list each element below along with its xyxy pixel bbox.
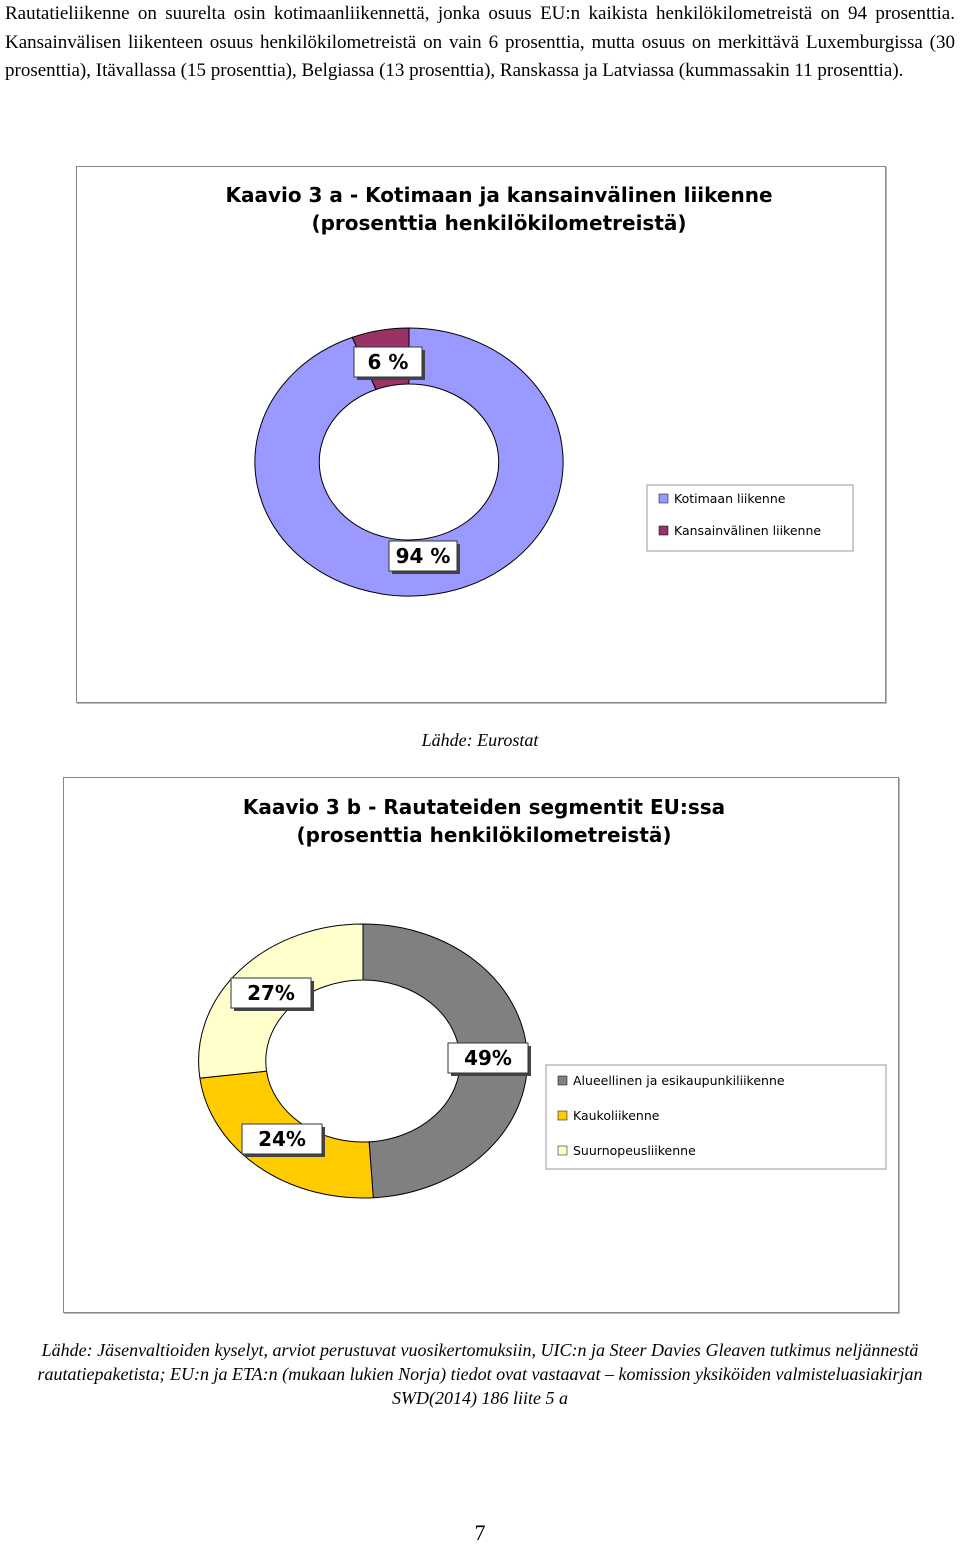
svg-text:6 %: 6 % bbox=[367, 350, 409, 374]
chart-b-legend-label-kaukoliikenne: Kaukoliikenne bbox=[573, 1108, 660, 1123]
chart-a-legend-swatch-kansainvalinen-liikenne bbox=[659, 526, 668, 535]
svg-text:94 %: 94 % bbox=[395, 544, 451, 568]
chart-b bbox=[64, 778, 898, 1312]
svg-text:49%: 49% bbox=[464, 1046, 512, 1070]
chart-b-legend-swatch-alueellinen-ja-esikaupunkiliikenne bbox=[558, 1076, 567, 1085]
source-b: Lähde: Jäsenvaltioiden kyselyt, arviot perustuvat vuosikertomuksiin, UIC:n ja Steer Davies Gleaven tutkimus neljännestä rautatiepaketista; EU:n ja ETA:n (mukaan lukien Norja) tiedot ovat vastaavat – komission yksiköiden valmisteluasiakirjan SWD(2014) 186 liite 5 a bbox=[37, 1340, 923, 1408]
chart-b-legend-swatch-suurnopeusliikenne bbox=[558, 1146, 567, 1155]
source-a: Lähde: Eurostat bbox=[421, 730, 539, 750]
chart-b-data-label-suurnopeusliikenne bbox=[231, 978, 314, 1011]
chart-a-title-line2: (prosenttia henkilökilometreistä) bbox=[311, 211, 687, 235]
chart-a-legend-label-kansainvalinen-liikenne: Kansainvälinen liikenne bbox=[674, 523, 822, 538]
chart-b-legend-label-suurnopeusliikenne: Suurnopeusliikenne bbox=[573, 1143, 696, 1158]
chart-a-legend-swatch-kotimaan-liikenne bbox=[659, 494, 668, 503]
svg-text:27%: 27% bbox=[247, 981, 295, 1005]
chart-a-legend-label-kotimaan-liikenne: Kotimaan liikenne bbox=[674, 491, 786, 506]
chart-a-frame bbox=[76, 166, 886, 703]
chart-b-legend-swatch-kaukoliikenne bbox=[558, 1111, 567, 1120]
chart-a-title-line1: Kaavio 3 a - Kotimaan ja kansainvälinen liikenne bbox=[225, 183, 773, 207]
page-number: 7 bbox=[474, 1520, 486, 1545]
chart-a bbox=[77, 167, 885, 702]
chart-b-frame bbox=[63, 777, 899, 1313]
chart-b-legend-label-alueellinen-ja-esikaupunkiliikenne: Alueellinen ja esikaupunkiliikenne bbox=[573, 1073, 785, 1088]
chart-a-data-label-kotimaan-liikenne bbox=[389, 541, 460, 574]
svg-text:24%: 24% bbox=[258, 1127, 306, 1151]
chart-b-title-line1: Kaavio 3 b - Rautateiden segmentit EU:ssa bbox=[242, 795, 726, 819]
chart-a-data-label-kansainvalinen-liikenne bbox=[354, 347, 425, 380]
chart-b-data-label-alueellinen-ja-esikaupunkiliikenne bbox=[448, 1043, 531, 1076]
chart-b-title-line2: (prosenttia henkilökilometreistä) bbox=[296, 823, 672, 847]
chart-b-data-label-kaukoliikenne bbox=[242, 1124, 325, 1157]
intro-paragraph: Rautatieliikenne on suurelta osin kotimaanliikennettä, jonka osuus EU:n kaikista henkilökilometreistä on 94 prosenttia. Kansainvälisen liikenteen osuus henkilökilometreistä on vain 6 prosenttia, mutta osuus on merkittävä Luxemburgissa (30 prosenttia), Itävallassa (15 prosenttia), Belgiassa (13 prosenttia), Ranskassa ja Latviassa (kummassakin 11 prosenttia). bbox=[5, 3, 955, 81]
